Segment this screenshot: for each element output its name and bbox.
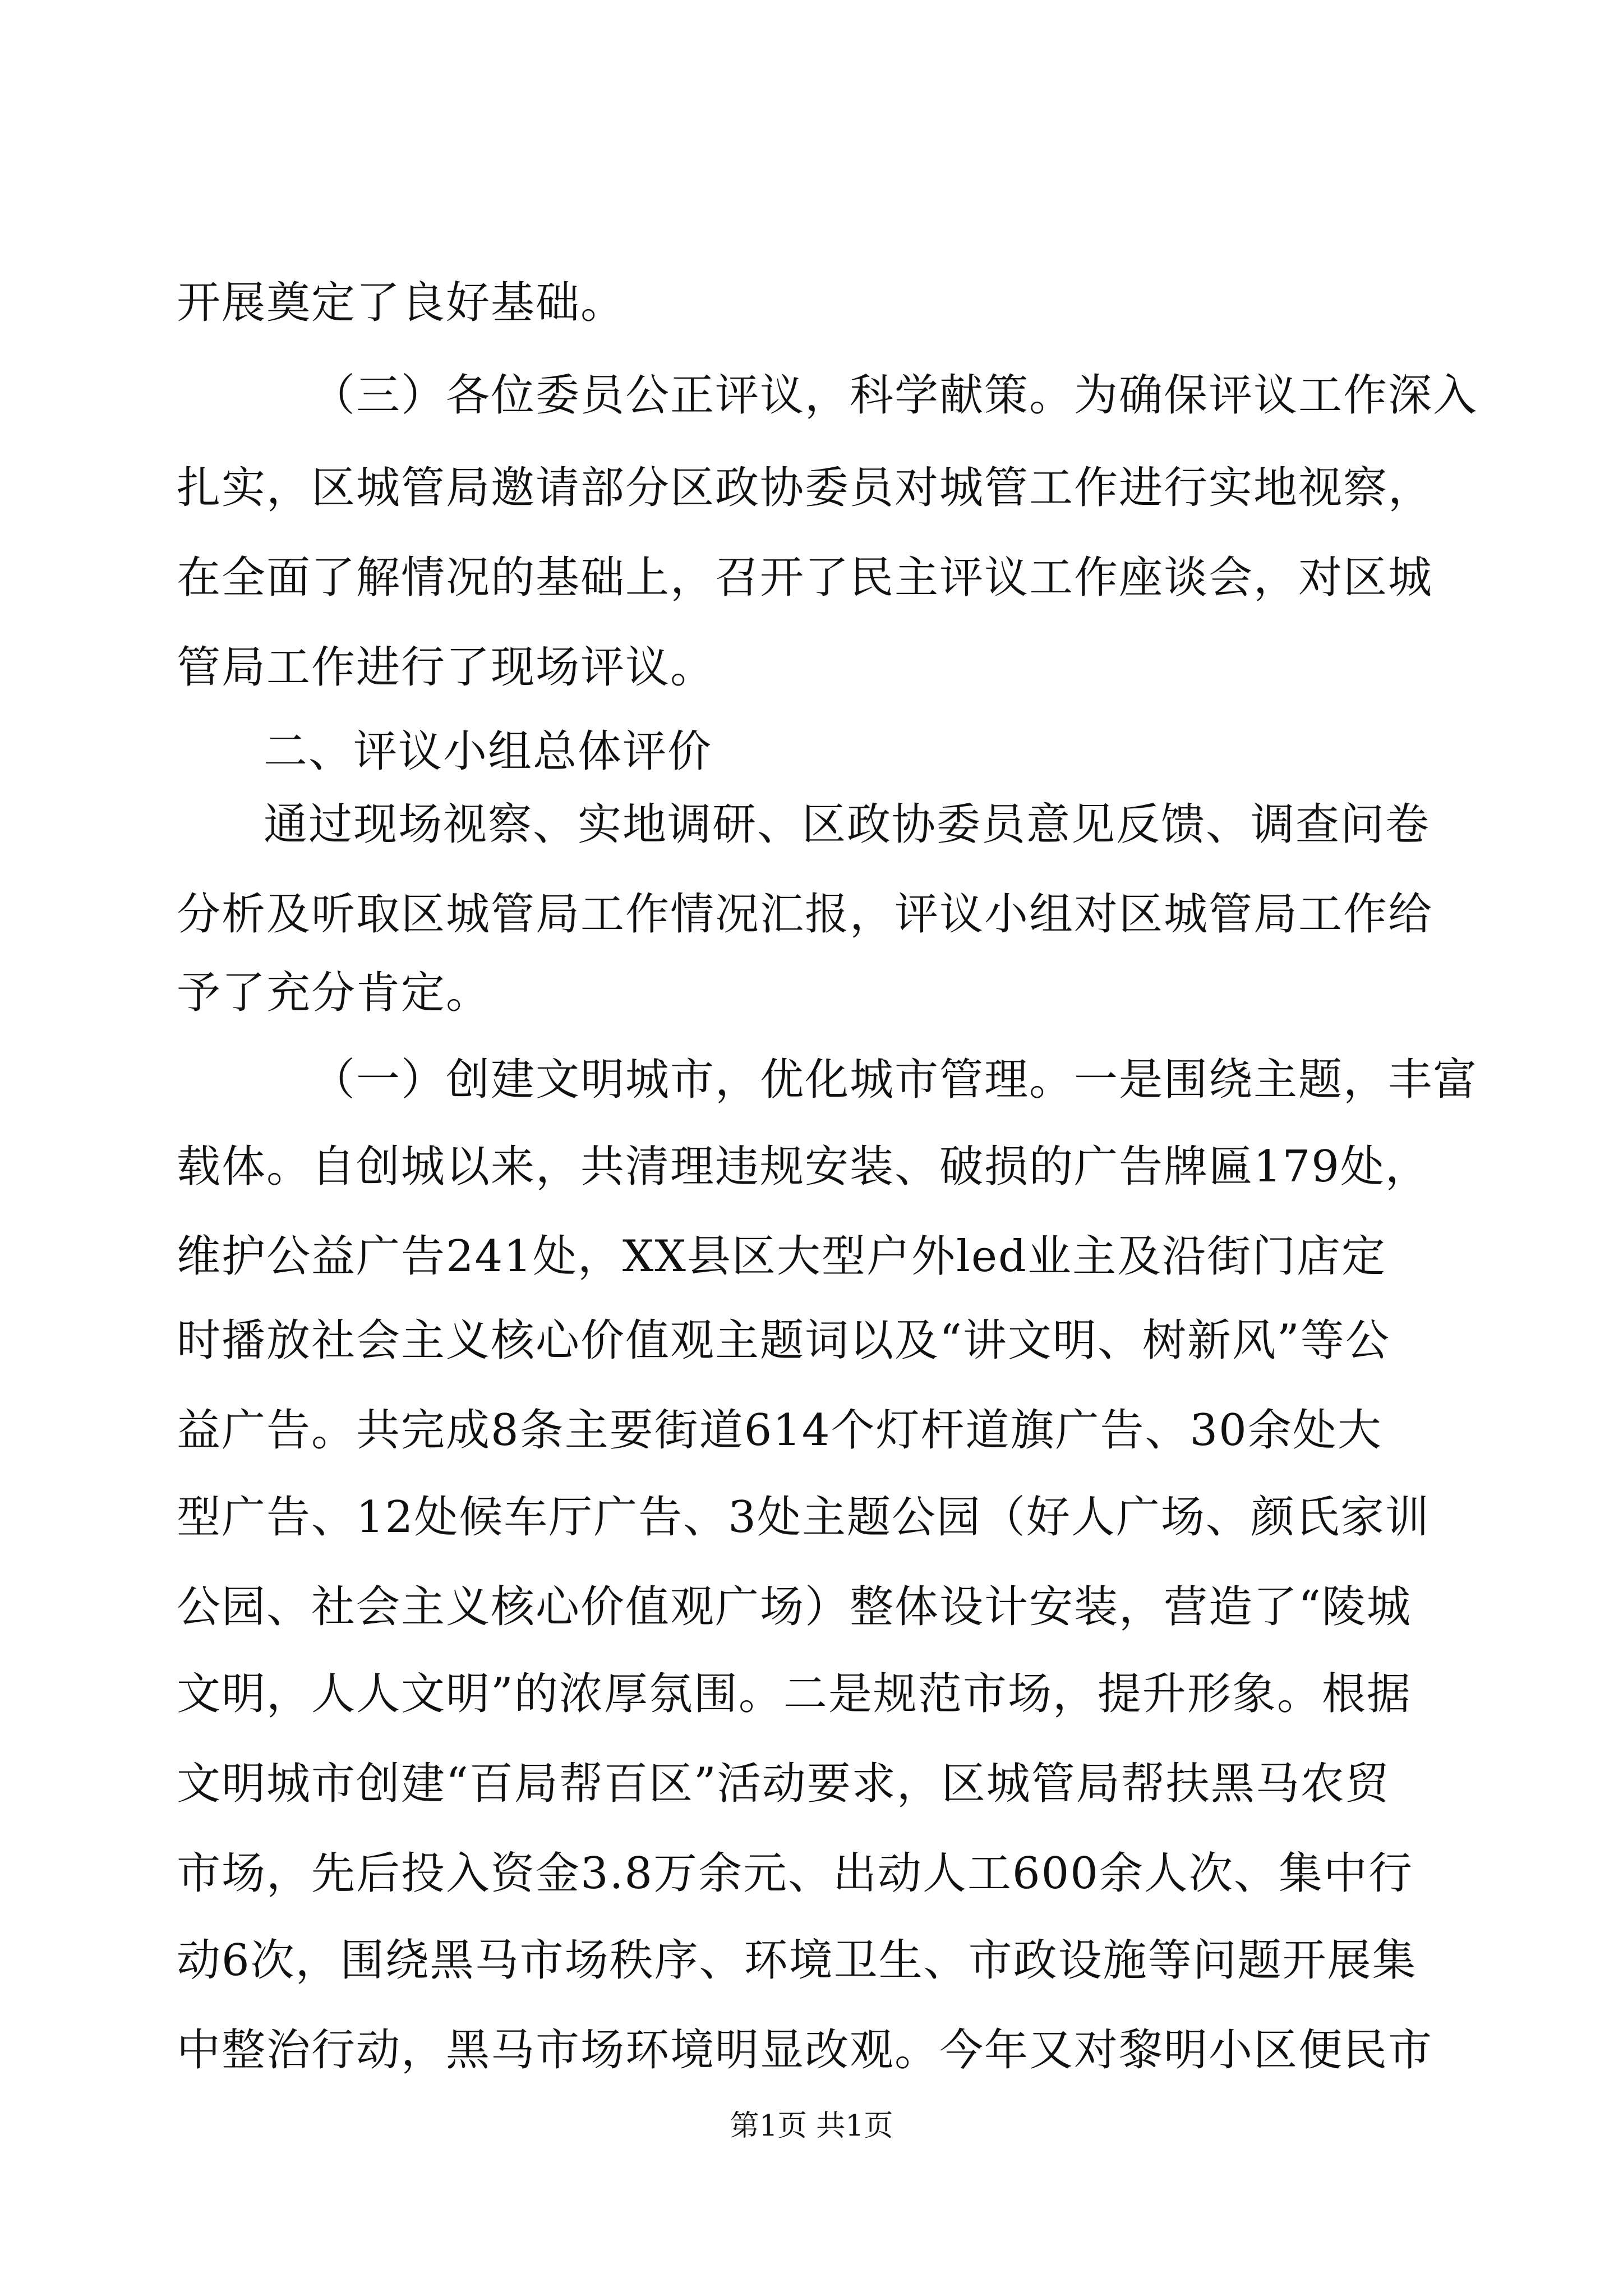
text-line: 型广告、12处候车厅广告、3处主题公园（好人广场、颜氏家训: [177, 1492, 1430, 1543]
text-line: 分析及听取区城管局工作情况汇报，评议小组对区城管局工作给: [177, 889, 1433, 940]
text-line: 市场，先后投入资金3.8万余元、出动人工600余人次、集中行: [177, 1848, 1413, 1899]
page-footer: 第1页 共1页: [730, 2109, 893, 2143]
text-line: 动6次，围绕黑马市场秩序、环境卫生、市政设施等问题开展集: [177, 1935, 1417, 1986]
section-heading: 二、评议小组总体评价: [264, 726, 713, 777]
text-line: 予了充分肯定。: [177, 968, 491, 1018]
text-line: 维护公益广告241处，XX县区大型户外led业主及沿街门店定: [177, 1231, 1386, 1282]
text-line: 公园、社会主义核心价值观广场）整体设计安装，营造了“陵城: [177, 1582, 1412, 1632]
text-line: 开展奠定了良好基础。: [177, 278, 626, 328]
text-line: 扎实，区城管局邀请部分区政协委员对城管工作进行实地视察，: [177, 463, 1433, 513]
text-line: 在全面了解情况的基础上，召开了民主评议工作座谈会，对区城: [177, 553, 1433, 603]
text-line: （三）各位委员公正评议，科学献策。为确保评议工作深入: [311, 370, 1478, 421]
text-line: 载体。自创城以来，共清理违规安装、破损的广告牌匾179处，: [177, 1142, 1430, 1192]
text-line: （一）创建文明城市，优化城市管理。一是围绕主题，丰富: [311, 1055, 1478, 1105]
text-line: 通过现场视察、实地调研、区政协委员意见反馈、调查问卷: [264, 799, 1431, 850]
text-line: 时播放社会主义核心价值观主题词以及“讲文明、树新风”等公: [177, 1315, 1390, 1366]
text-line: 管局工作进行了现场评议。: [177, 642, 716, 693]
text-line: 中整治行动，黑马市场环境明显改观。今年又对黎明小区便民市: [177, 2025, 1433, 2076]
text-line: 益广告。共完成8条主要街道614个灯杆道旗广告、30余处大: [177, 1405, 1382, 1456]
text-line: 文明城市创建“百局帮百区”活动要求，区城管局帮扶黑马农贸: [177, 1759, 1390, 1809]
text-line: 文明，人人文明”的浓厚氛围。二是规范市场，提升形象。根据: [177, 1669, 1412, 1719]
